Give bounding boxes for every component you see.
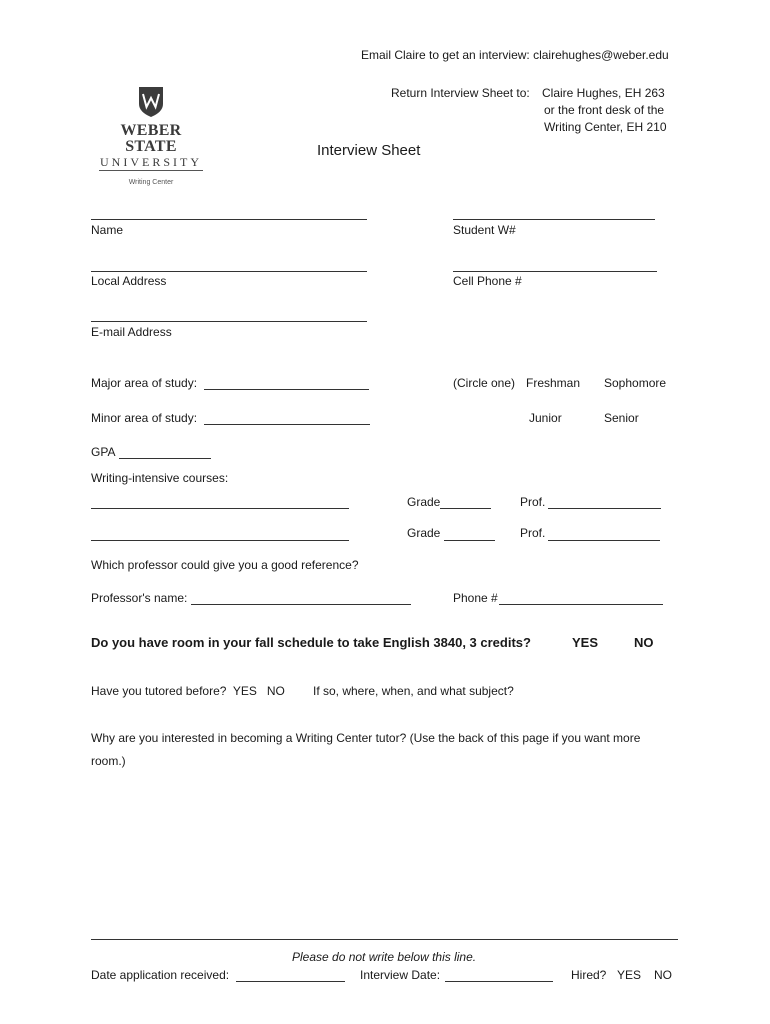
minor-label: Minor area of study: bbox=[91, 411, 198, 425]
prof-1-label: Prof. bbox=[520, 495, 546, 509]
professor-name-label: Professor's name: bbox=[91, 591, 188, 605]
why-question: Why are you interested in becoming a Writing Center tutor? (Use the back of this page if you want more bbox=[91, 731, 641, 745]
date-received-field[interactable] bbox=[236, 981, 345, 982]
professor-name-field[interactable] bbox=[191, 604, 411, 605]
name-label: Name bbox=[91, 223, 124, 237]
grade-2-field[interactable] bbox=[444, 540, 495, 541]
logo-weber-state: WEBER STATE bbox=[120, 122, 182, 155]
phone-label: Phone # bbox=[453, 591, 498, 605]
return-label: Return Interview Sheet to: bbox=[391, 86, 530, 100]
return-line-3: Writing Center, EH 210 bbox=[544, 120, 667, 134]
return-line-1: Claire Hughes, EH 263 bbox=[542, 86, 665, 100]
course-2-field[interactable] bbox=[91, 540, 349, 541]
tutored-question: Have you tutored before? YES NO bbox=[91, 684, 285, 698]
tutored-followup: If so, where, when, and what subject? bbox=[313, 684, 514, 698]
shield-icon bbox=[138, 86, 164, 118]
weber-state-logo bbox=[96, 86, 206, 186]
email-field[interactable] bbox=[91, 321, 367, 322]
gpa-label: GPA bbox=[91, 445, 116, 459]
name-field[interactable] bbox=[91, 219, 367, 220]
fall-yes-option[interactable]: YES bbox=[572, 635, 599, 650]
hired-label: Hired? bbox=[571, 968, 607, 982]
hired-yes-option[interactable]: YES bbox=[617, 968, 642, 982]
email-label: E-mail Address bbox=[91, 325, 172, 339]
cell-phone-field[interactable] bbox=[453, 271, 657, 272]
option-sophomore[interactable]: Sophomore bbox=[604, 376, 667, 390]
option-senior[interactable]: Senior bbox=[604, 411, 639, 425]
minor-field[interactable] bbox=[204, 424, 370, 425]
writing-courses-label: Writing-intensive courses: bbox=[91, 471, 229, 485]
local-address-label: Local Address bbox=[91, 274, 167, 288]
page-title: Interview Sheet bbox=[317, 142, 421, 159]
divider bbox=[91, 939, 678, 940]
circle-one-label: (Circle one) bbox=[453, 376, 516, 390]
option-freshman[interactable]: Freshman bbox=[526, 376, 581, 390]
logo-writing-center: Writing Center bbox=[128, 179, 174, 186]
cell-phone-label: Cell Phone # bbox=[453, 274, 522, 288]
return-line-2: or the front desk of the bbox=[544, 103, 665, 117]
email-instruction: Email Claire to get an interview: clairehughes@weber.edu bbox=[361, 48, 669, 62]
major-field[interactable] bbox=[204, 389, 369, 390]
prof-2-label: Prof. bbox=[520, 526, 546, 540]
interview-date-label: Interview Date: bbox=[360, 968, 441, 982]
grade-2-label: Grade bbox=[407, 526, 441, 540]
option-junior[interactable]: Junior bbox=[529, 411, 562, 425]
date-received-label: Date application received: bbox=[91, 968, 230, 982]
fall-no-option[interactable]: NO bbox=[634, 635, 654, 650]
do-not-write-note: Please do not write below this line. bbox=[292, 950, 477, 964]
student-w-field[interactable] bbox=[453, 219, 655, 220]
phone-field[interactable] bbox=[499, 604, 663, 605]
grade-1-label: Grade bbox=[407, 495, 441, 509]
why-question-cont: room.) bbox=[91, 754, 126, 768]
fall-schedule-question: Do you have room in your fall schedule to take English 3840, 3 credits? bbox=[91, 635, 531, 650]
hired-no-option[interactable]: NO bbox=[654, 968, 672, 982]
prof-1-field[interactable] bbox=[548, 508, 661, 509]
major-label: Major area of study: bbox=[91, 376, 198, 390]
course-1-field[interactable] bbox=[91, 508, 349, 509]
local-address-field[interactable] bbox=[91, 271, 367, 272]
gpa-field[interactable] bbox=[119, 458, 211, 459]
grade-1-field[interactable] bbox=[440, 508, 491, 509]
logo-university: UNIVERSITY bbox=[100, 155, 202, 169]
student-w-label: Student W# bbox=[453, 223, 516, 237]
reference-question: Which professor could give you a good reference? bbox=[91, 558, 359, 572]
prof-2-field[interactable] bbox=[548, 540, 660, 541]
interview-date-field[interactable] bbox=[445, 981, 553, 982]
